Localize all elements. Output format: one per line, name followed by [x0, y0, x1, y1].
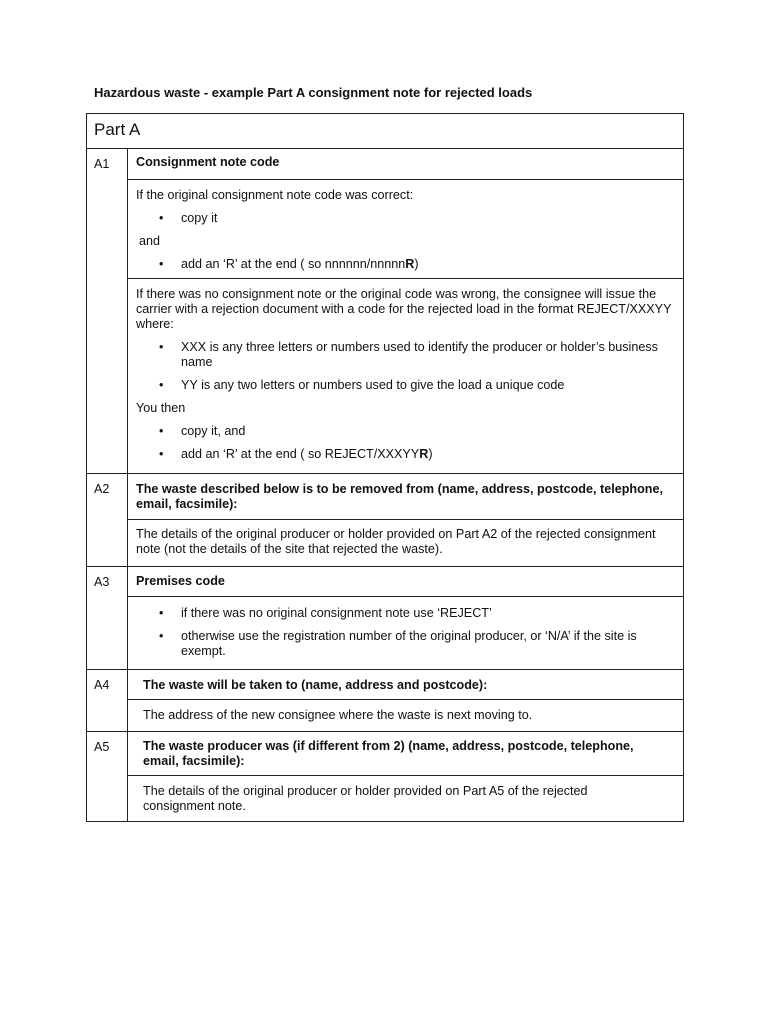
connector-text: and [139, 234, 161, 248]
part-a-title: Part A [87, 114, 683, 149]
section-a2 [87, 474, 683, 567]
section-a3 [87, 567, 683, 670]
instruction-text: If there was no consignment note or the original code was wrong, the consignee will issue the carrier with a rejection document with a code for the rejected load in the format REJECT/XXXYY where: [136, 287, 672, 331]
section-number: A2 [87, 474, 128, 566]
list-item: • otherwise use the registration number of the original producer, or ‘N/A’ if the site is exempt. [136, 629, 675, 659]
section-text: The address of the new consignee where the waste is next moving to. [143, 708, 533, 722]
section-heading: Consignment note code [128, 149, 683, 180]
correct-code-instructions [128, 180, 683, 279]
list-item: • add an ‘R’ at the end ( so REJECT/XXXYYR) [136, 447, 675, 462]
section-a4 [87, 670, 683, 732]
section-number: A4 [87, 670, 128, 731]
instruction-text: If the original consignment note code was correct: [136, 188, 414, 202]
list-item: • if there was no original consignment note use ‘REJECT’ [136, 606, 675, 621]
section-text: The details of the original producer or holder provided on Part A5 of the rejected consignment note. [143, 784, 588, 813]
rejected-code-instructions [128, 279, 683, 473]
list-item: • YY is any two letters or numbers used to give the load a unique code [136, 378, 675, 393]
section-heading: The waste described below is to be removed from (name, address, postcode, telephone, email, facsimile): [128, 474, 683, 520]
list-item: • add an ‘R’ at the end ( so nnnnnn/nnnnnR) [136, 257, 675, 272]
document-title: Hazardous waste - example Part A consignment note for rejected loads [94, 85, 533, 100]
premises-code-options [128, 597, 683, 669]
section-heading: Premises code [128, 567, 683, 597]
section-number: A1 [87, 149, 128, 473]
section-heading: The waste will be taken to (name, address and postcode): [128, 670, 683, 700]
list-item: • copy it, and [136, 424, 675, 439]
section-a1 [87, 149, 683, 474]
instruction-text: You then [136, 401, 186, 415]
part-a-form [86, 113, 684, 822]
list-item: • XXX is any three letters or numbers used to identify the producer or holder’s business name [136, 340, 675, 370]
section-text: The details of the original producer or holder provided on Part A2 of the rejected consignment note (not the details of the site that rejected the waste). [136, 527, 656, 556]
section-number: A3 [87, 567, 128, 669]
section-number: A5 [87, 732, 128, 821]
section-a5 [87, 732, 683, 821]
list-item: • copy it [136, 211, 675, 226]
section-heading: The waste producer was (if different from 2) (name, address, postcode, telephone, email, facsimile): [128, 732, 683, 776]
